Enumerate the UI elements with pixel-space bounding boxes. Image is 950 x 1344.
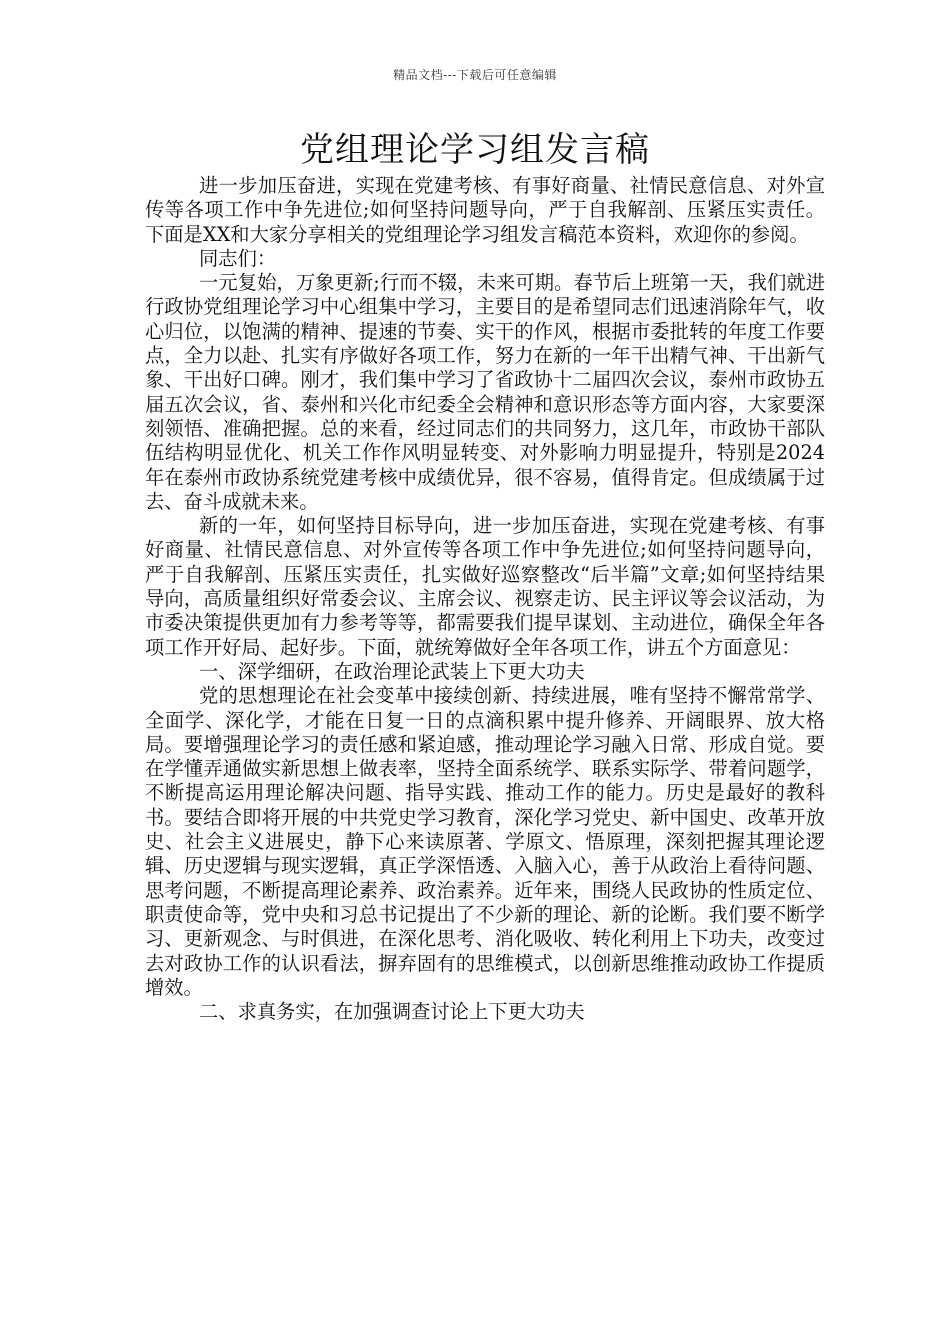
section-heading-1: 一、深学细研，在政治理论武装上下更大功夫 xyxy=(199,659,585,683)
document-body xyxy=(145,174,825,1024)
salutation: 同志们： xyxy=(199,246,277,270)
header-note: 精品文档---下载后可任意编辑 xyxy=(393,68,557,82)
section-heading-2: 二、求真务实，在加强调查讨论上下更大功夫 xyxy=(199,1000,585,1024)
body-paragraph-1: 一元复始，万象更新;行而不辍，未来可期。春节后上班第一天，我们就进行政协党组理论学习中心组集中学习，主要目的是希望同志们迅速消除年气，收心归位，以饱满的精神、提速的节奏、实干的作风，根据市委批转的年度工作要点，全力以赴、扎实有序做好各项工作，努力在新的一年干出精气神、干出新气象、干出好口碑。刚才，我们集中学习了省政协十二届四次会议，泰州市政协五届五次会议，省、泰州和兴化市纪委全会精神和意识形态等方面内容，大家要深刻领悟、准确把握。总的来看，经过同志们的共同努力，这几年，市政协干部队伍结构明显优化、机关工作作风明显转变、对外影响力明显提升，特别是2024年在泰州市政协系统党建考核中成绩优异，很不容易，值得肯定。但成绩属于过去、奋斗成就未来。 xyxy=(145,271,825,513)
intro-paragraph: 进一步加压奋进，实现在党建考核、有事好商量、社情民意信息、对外宣传等各项工作中争先进位;如何坚持问题导向，严于自我解剖、压紧压实责任。下面是XX和大家分享相关的党组理论学习组发言稿范本资料，欢迎你的参阅。 xyxy=(145,174,825,246)
body-paragraph-3: 党的思想理论在社会变革中接续创新、持续进展，唯有坚持不懈常常学、全面学、深化学，才能在日复一日的点滴积累中提升修养、开阔眼界、放大格局。要增强理论学习的责任感和紧迫感，推动理论学习融入日常、形成自觉。要在学懂弄通做实新思想上做表率，坚持全面系统学、联系实际学、带着问题学，不断提高运用理论解决问题、指导实践、推动工作的能力。历史是最好的教科书。要结合即将开展的中共党史学习教育，深化学习党史、新中国史、改革开放史、社会主义进展史，静下心来读原著、学原文、悟原理，深刻把握其理论逻辑、历史逻辑与现实逻辑，真正学深悟透、入脑入心，善于从政治上看待问题、思考问题，不断提高理论素养、政治素养。近年来，围绕人民政协的性质定位、职责使命等，党中央和习总书记提出了不少新的理论、新的论断。我们要不断学习、更新观念、与时俱进，在深化思考、消化吸收、转化利用上下功夫，改变过去对政协工作的认识看法，摒弃固有的思维模式，以创新思维推动政协工作提质增效。 xyxy=(145,684,825,999)
body-paragraph-2: 新的一年，如何坚持目标导向，进一步加压奋进，实现在党建考核、有事好商量、社情民意信息、对外宣传等各项工作中争先进位;如何坚持问题导向，严于自我解剖、压紧压实责任，扎实做好巡察整改“后半篇”文章;如何坚持结果导向，高质量组织好常委会议、主席会议、视察走访、民主评议等会议活动，为市委决策提供更加有力参考等等，都需要我们提早谋划、主动进位，确保全年各项工作开好局、起好步。下面，就统筹做好全年各项工作，讲五个方面意见： xyxy=(145,514,825,659)
document-title: 党组理论学习组发言稿 xyxy=(300,130,650,170)
